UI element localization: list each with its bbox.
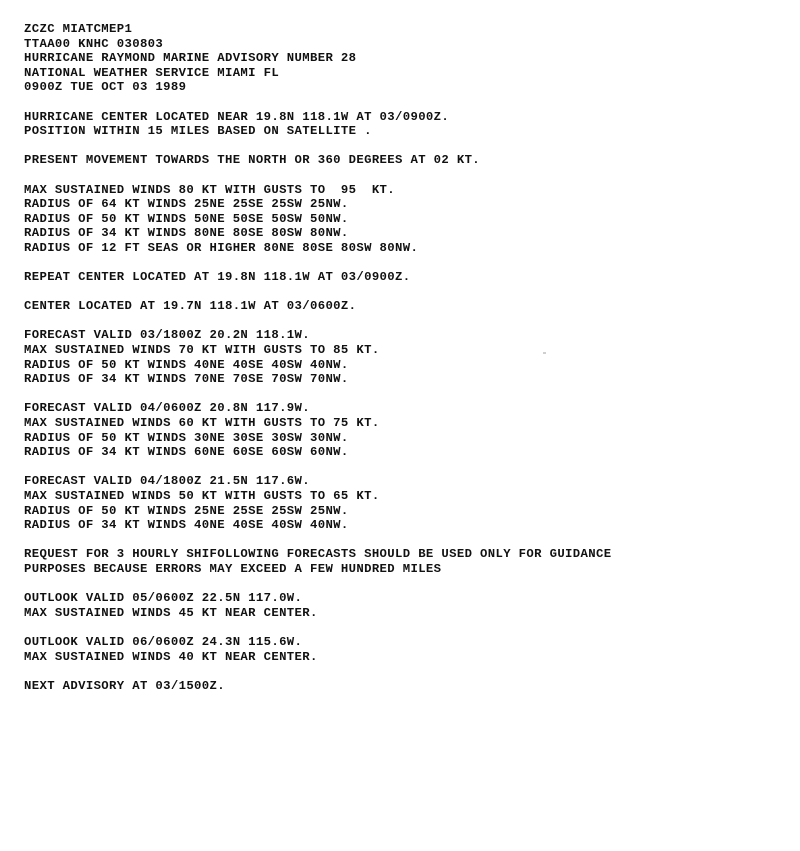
spacer [24, 285, 794, 300]
scan-speck [543, 352, 546, 354]
movement-line: PRESENT MOVEMENT TOWARDS THE NORTH OR 360 DEGREES AT 02 KT. [24, 153, 481, 168]
spacer [24, 577, 794, 592]
header-line: TTAA00 KNHC 030803 [24, 36, 164, 51]
text-line: RADIUS OF 50 KT WINDS 30NE 30SE 30SW 30NW. [24, 430, 349, 445]
forecast-block [24, 401, 794, 459]
text-line: RADIUS OF 50 KT WINDS 40NE 40SE 40SW 40NW. [24, 357, 349, 372]
text-line: RADIUS OF 34 KT WINDS 80NE 80SE 80SW 80NW. [24, 226, 349, 241]
text-line: RADIUS OF 34 KT WINDS 70NE 70SE 70SW 70NW. [24, 372, 349, 387]
text-line: RADIUS OF 64 KT WINDS 25NE 25SE 25SW 25NW. [24, 197, 349, 212]
outlook-block [24, 591, 794, 620]
text-line: FORECAST VALID 04/0600Z 20.8N 117.9W. [24, 401, 310, 416]
text-line: POSITION WITHIN 15 MILES BASED ON SATELLITE . [24, 124, 372, 139]
text-line: RADIUS OF 34 KT WINDS 60NE 60SE 60SW 60NW. [24, 445, 349, 460]
spacer [24, 387, 794, 402]
spacer [24, 139, 794, 154]
header-line: ZCZC MIATCMEP1 [24, 22, 133, 36]
center-block [24, 110, 794, 139]
text-line: MAX SUSTAINED WINDS 50 KT WITH GUSTS TO 65 KT. [24, 489, 380, 503]
text-line: MAX SUSTAINED WINDS 60 KT WITH GUSTS TO 75 KT. [24, 416, 380, 431]
spacer [24, 314, 794, 329]
text-line: MAX SUSTAINED WINDS 45 KT NEAR CENTER. [24, 605, 318, 620]
text-line: RADIUS OF 34 KT WINDS 40NE 40SE 40SW 40NW. [24, 518, 349, 533]
spacer [24, 95, 794, 110]
issue-time: 0900Z TUE OCT 03 1989 [24, 80, 187, 95]
advisory-document [24, 22, 794, 693]
spacer [24, 664, 794, 679]
spacer [24, 256, 794, 271]
text-line: RADIUS OF 12 FT SEAS OR HIGHER 80NE 80SE 80SW 80NW. [24, 240, 419, 255]
repeat-line: REPEAT CENTER LOCATED AT 19.8N 118.1W AT 03/0900Z. [24, 270, 411, 285]
spacer [24, 620, 794, 635]
text-line: MAX SUSTAINED WINDS 80 KT WITH GUSTS TO 95 KT. [24, 182, 396, 197]
text-line: FORECAST VALID 03/1800Z 20.2N 118.1W. [24, 328, 310, 343]
text-line: REQUEST FOR 3 HOURLY SHIFOLLOWING FORECASTS SHOULD BE USED ONLY FOR GUIDANCE [24, 547, 612, 562]
spacer [24, 460, 794, 475]
forecast-block [24, 328, 794, 386]
next-advisory-line: NEXT ADVISORY AT 03/1500Z. [24, 678, 225, 693]
text-line: PURPOSES BECAUSE ERRORS MAY EXCEED A FEW HUNDRED MILES [24, 561, 442, 576]
header-block [24, 22, 794, 95]
text-line: MAX SUSTAINED WINDS 70 KT WITH GUSTS TO 85 KT. [24, 343, 380, 358]
request-block [24, 547, 794, 576]
forecast-block [24, 474, 794, 532]
text-line: RADIUS OF 50 KT WINDS 25NE 25SE 25SW 25NW. [24, 503, 349, 518]
header-line: NATIONAL WEATHER SERVICE MIAMI FL [24, 65, 280, 80]
text-line: OUTLOOK VALID 06/0600Z 24.3N 115.6W. [24, 634, 303, 649]
text-line: HURRICANE CENTER LOCATED NEAR 19.8N 118.1W AT 03/0900Z. [24, 109, 450, 124]
text-line: MAX SUSTAINED WINDS 40 KT NEAR CENTER. [24, 649, 318, 664]
text-line: FORECAST VALID 04/1800Z 21.5N 117.6W. [24, 474, 310, 489]
text-line: OUTLOOK VALID 05/0600Z 22.5N 117.0W. [24, 591, 303, 606]
advisory-title: HURRICANE RAYMOND MARINE ADVISORY NUMBER 28 [24, 51, 357, 66]
spacer [24, 533, 794, 548]
spacer [24, 168, 794, 183]
prior-center-line: CENTER LOCATED AT 19.7N 118.1W AT 03/0600Z. [24, 299, 357, 314]
outlook-block [24, 635, 794, 664]
text-line: RADIUS OF 50 KT WINDS 50NE 50SE 50SW 50NW. [24, 211, 349, 226]
current-winds-block [24, 183, 794, 256]
